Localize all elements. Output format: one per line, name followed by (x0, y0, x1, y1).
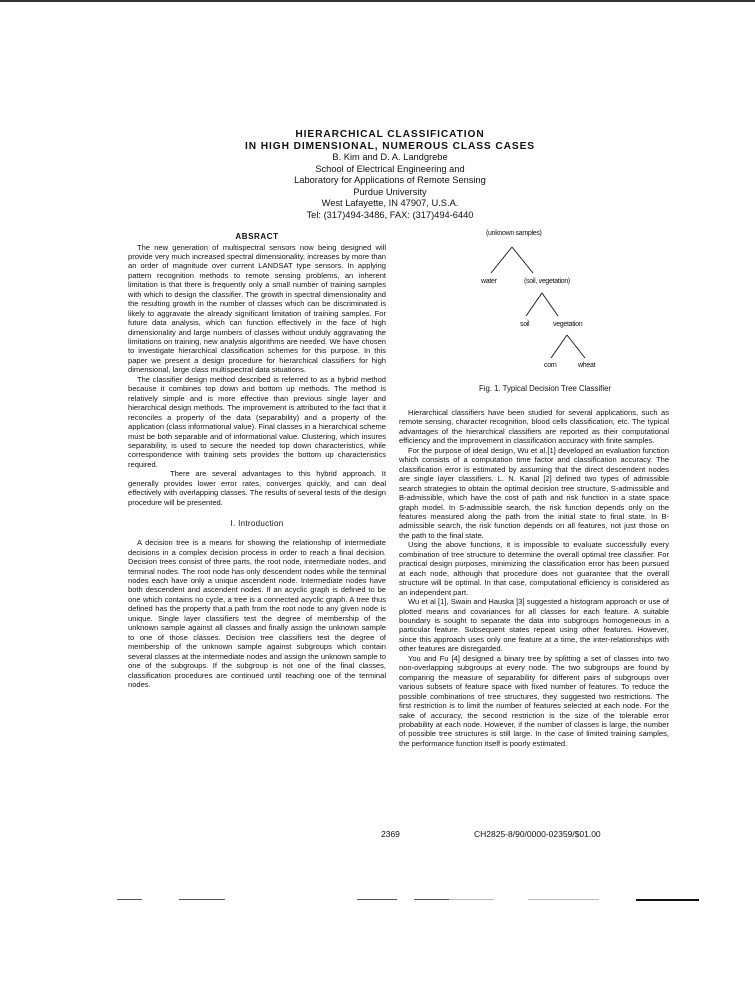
affiliation-line: Laboratory for Applications of Remote Sensing (294, 175, 486, 186)
node-unknown-samples: (unknown samples) (486, 230, 542, 237)
affiliation-line: Purdue University (353, 186, 427, 197)
abstract-paragraph: The new generation of multispectral sensors now being designed will provide very much increased spectral dimensionality, increases by more than an order of magnitude over current LANDSAT type sensors. In applying pattern recognition methods to remote sensing problems, an inherent limitation is that there is frequently only a small number of training samples with which to design the classifier. The growth in spectral dimensionality and the resulting growth in the number of classes which can be discriminated is likely to aggravate the already significant limitation of training samples. For future data analysis, which can function effectively in the face of high dimensionality and large numbers of classes without unduly aggravating the limitations on training, new analysis algorithms are needed. We have chosen to investigate hierarchical classification schemes for this purpose. In this paper we present a design procedure for hierarchical classifiers for high dimensional, large class multispectral data situations. (128, 242, 386, 375)
scan-artifact-line (117, 899, 142, 900)
abstract-heading: ABSRACT (235, 232, 279, 241)
right-column (399, 408, 669, 748)
title-line-1: HIERARCHICAL CLASSIFICATION (295, 129, 485, 140)
node-corn: corn (544, 362, 557, 369)
tree-edges (470, 228, 635, 398)
body-paragraph: For the purpose of ideal design, Wu et al.[1] developed an evaluation function which consists of a computation time factor and classification accuracy. The classification error is estimated by assuming that the direct descendent nodes are single layer classifiers. L. N. Kanal [2] defined two types of admissible search strategies to obtain the optimal decision tree structure, S-admissible and B-admissible, which have the cost of path and risk function in a state space graph model. In S-admissible search, the risk function depends only on the features measured along the path from the initial state to final state. In B-admissible search, the risk function depends on all features, not just those on the path to the final state. (399, 445, 669, 540)
node-vegetation: vegetation (553, 321, 583, 328)
introduction-heading: I. Introduction (230, 519, 284, 529)
node-water: water (481, 278, 497, 285)
body-paragraph: Wu et al [1], Swain and Hauska [3] suggested a histogram approach or use of plotted means and covariances for all classes for each feature. A suitable boundary is sought to separate the data into subgroups homogeneous in a particular feature. Subsequent states repeat using other features. However, since this approach uses only one feature at a time, the inter-relationships with other features are disregarded. (399, 597, 669, 654)
scan-artifact-line (357, 899, 397, 900)
scan-artifact-line (179, 899, 225, 900)
introduction-paragraph: A decision tree is a means for showing the relationship of intermediate decisions in a complex decision process in order to reach a final decision. Decision trees consist of three parts, the root node, intermediate nodes, and terminal nodes. The root node has only descendent nodes while the terminal nodes each have only a unique ascendent node. Intermediate nodes have both descendent and ascendent nodes. If an acyclic graph is defined to be one which contains no cycle, a tree is a connected acyclic graph. A tree thus defined has the property that a path from the root node to any given node is unique. Single layer classifiers test the degree of membership of the unknown sample against all classes and finally assign the unknown sample to one of those classes. Decision tree classifiers test the degree of membership of the unknown sample against subgroups which contain several classes at the intermediate nodes and assign the unknown sample to one of the subgroups. If the subgroup is not one of the final classes, classification procedures are continued until reaching one of the terminal nodes. (128, 538, 386, 689)
body-paragraph: Using the above functions, it is impossible to evaluate successfully every combination of tree structure to determine the overall optimal tree classifier. For practical design purposes, minimizing the classification error has been pursued at each node, although that procedure does not guarantee that the overall structure will be optimal. In that case, computational efficiency is considered as an independent part. (399, 540, 669, 597)
affiliation-line: School of Electrical Engineering and (315, 163, 465, 174)
node-wheat: wheat (578, 362, 596, 369)
node-soil-vegetation: (soil, vegetation) (524, 278, 570, 285)
authors: B. Kim and D. A. Landgrebe (332, 152, 448, 162)
scan-artifact-line (566, 899, 599, 900)
publication-code: CH2825-8/90/0000-02359/$01.00 (474, 829, 601, 839)
body-paragraph: Hierarchical classifiers have been studied for several applications, such as remote sensing, character recognition, blood cells classification, etc. The typical advantages of the hierarchical classifiers are reported as their computational efficiency and the improvement in classification accuracy with finite samples. (399, 408, 669, 446)
scan-artifact-line (449, 899, 494, 900)
node-soil: soil (520, 321, 530, 328)
contact-line: Tel: (317)494-3486, FAX: (317)494-6440 (306, 209, 474, 220)
title-line-2: IN HIGH DIMENSIONAL, NUMEROUS CLASS CASES (245, 140, 535, 152)
body-paragraph: You and Fu [4] designed a binary tree by splitting a set of classes into two non-overlapping subgroups at every node. The two subgroups are found by comparing the measure of separability for different pairs of subgroups over various subsets of feature space with fixed number of features. To reduce the possible combinations of tree structures, they suggested two restrictions. The first restriction is to limit the number of features selected at each node. For the sake of accuracy, the second restriction is the size of the tolerable error probability at each node. However, if the number of classes is large, the number of possible tree structures is still large. In the case of limited training samples, the performance function itself is poorly estimated. (399, 653, 669, 748)
abstract-paragraph: The classifier design method described is referred to as a hybrid method because it combines top down and bottom up methods. The method is relatively simple and is more effective than previous single layer and hierarchical design methods. The improvement is attributed to the fact that it reconciles a property of the data (separability) and a property of the application (class informational value). Final classes in a hierarchical scheme must be both separable and of informational value. Clustering, which insures separability, is used to secure the needed top down characteristics, while correspondence with training sets provides the bottom up characteristics required. (128, 374, 386, 469)
page-number: 2369 (381, 829, 400, 839)
abstract-paragraph: There are several advantages to this hybrid approach. It generally provides lower error rates, converges quickly, and can deal effectively with overlapping classes. The results of several tests of the design procedure will be presented. (128, 469, 386, 507)
left-column (128, 232, 386, 689)
scan-artifact-line (414, 899, 449, 900)
decision-tree-figure (470, 228, 635, 398)
scan-top-border (0, 0, 755, 2)
figure-caption: Fig. 1. Typical Decision Tree Classifier (478, 384, 612, 393)
scan-artifact-line (636, 899, 699, 901)
paper-header (200, 129, 580, 222)
affiliation-line: West Lafayette, IN 47907, U.S.A. (321, 198, 459, 209)
scan-artifact-line (528, 899, 566, 900)
